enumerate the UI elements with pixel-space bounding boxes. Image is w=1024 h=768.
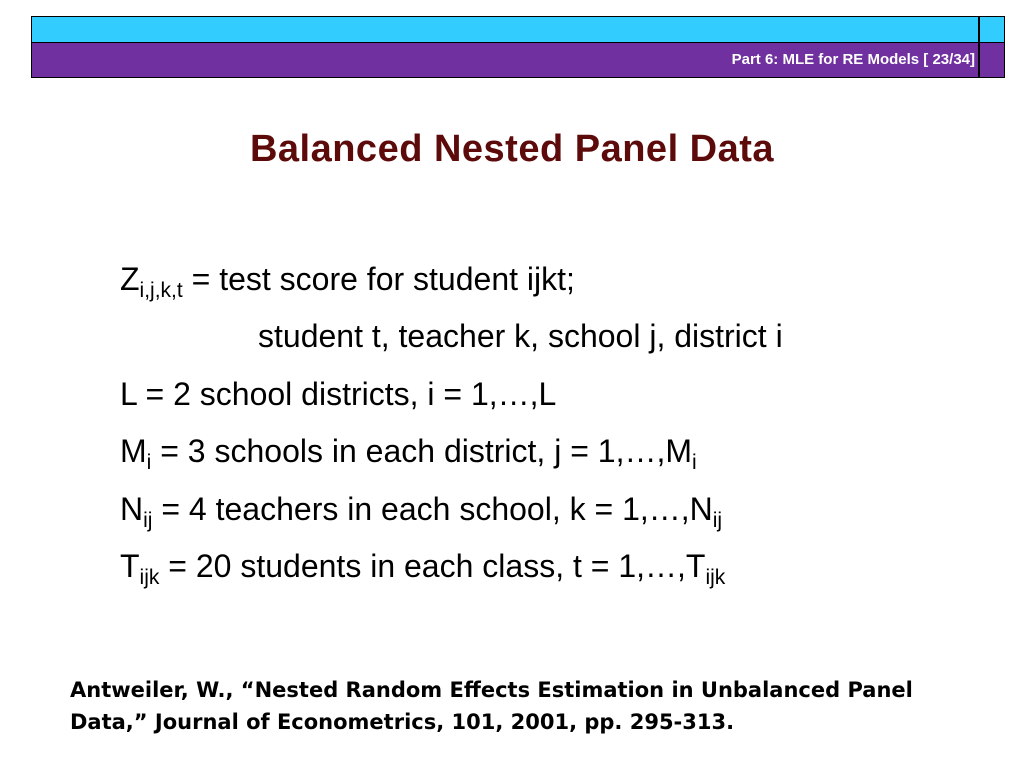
header-top-band bbox=[31, 16, 979, 43]
body-line-5-subscript-end: ij bbox=[712, 509, 723, 532]
body-line-4-subscript: i bbox=[146, 451, 152, 474]
body-line-6-rest: = 20 students in each class, t = 1,…,T bbox=[159, 548, 706, 584]
body-line-2-text: student t, teacher k, school j, district i bbox=[258, 318, 783, 354]
body-line-5-subscript: ij bbox=[143, 509, 153, 532]
body-line-5-main: N bbox=[120, 491, 144, 527]
body-line-6-main: T bbox=[120, 548, 140, 584]
body-line-5 bbox=[120, 491, 723, 532]
citation: Antweiler, W., “Nested Random Effects Estimation in Unbalanced Panel Data,” Journal of Econometrics, 101, 2001, pp. 295-313. bbox=[70, 678, 913, 734]
body-line-2 bbox=[258, 320, 783, 352]
body-line-1-main: Z bbox=[120, 261, 140, 297]
header-corner-top-block bbox=[979, 16, 1005, 43]
slide-title: Balanced Nested Panel Data bbox=[249, 128, 775, 170]
body-line-3-text: L = 2 school districts, i = 1,…,L bbox=[120, 376, 557, 412]
body-line-4-rest: = 3 schools in each district, j = 1,…,M bbox=[151, 433, 692, 469]
body-line-1-subscript: i,j,k,t bbox=[139, 279, 183, 302]
body-line-1-rest: = test score for student ijkt; bbox=[182, 261, 575, 297]
header-corner-bottom-block bbox=[979, 42, 1005, 78]
body-line-1 bbox=[120, 261, 575, 302]
body-line-5-rest: = 4 teachers in each school, k = 1,…,N bbox=[152, 491, 713, 527]
body-line-4-subscript-end: i bbox=[692, 451, 697, 474]
body-line-3 bbox=[120, 378, 556, 410]
slide-label: Part 6: MLE for RE Models [ 23/34] bbox=[731, 51, 975, 68]
body-line-6 bbox=[120, 548, 726, 589]
body-line-6-subscript: ijk bbox=[139, 566, 160, 589]
body-line-6-subscript-end: ijk bbox=[705, 566, 726, 589]
body-line-4 bbox=[120, 433, 697, 474]
body-line-4-main: M bbox=[120, 433, 147, 469]
